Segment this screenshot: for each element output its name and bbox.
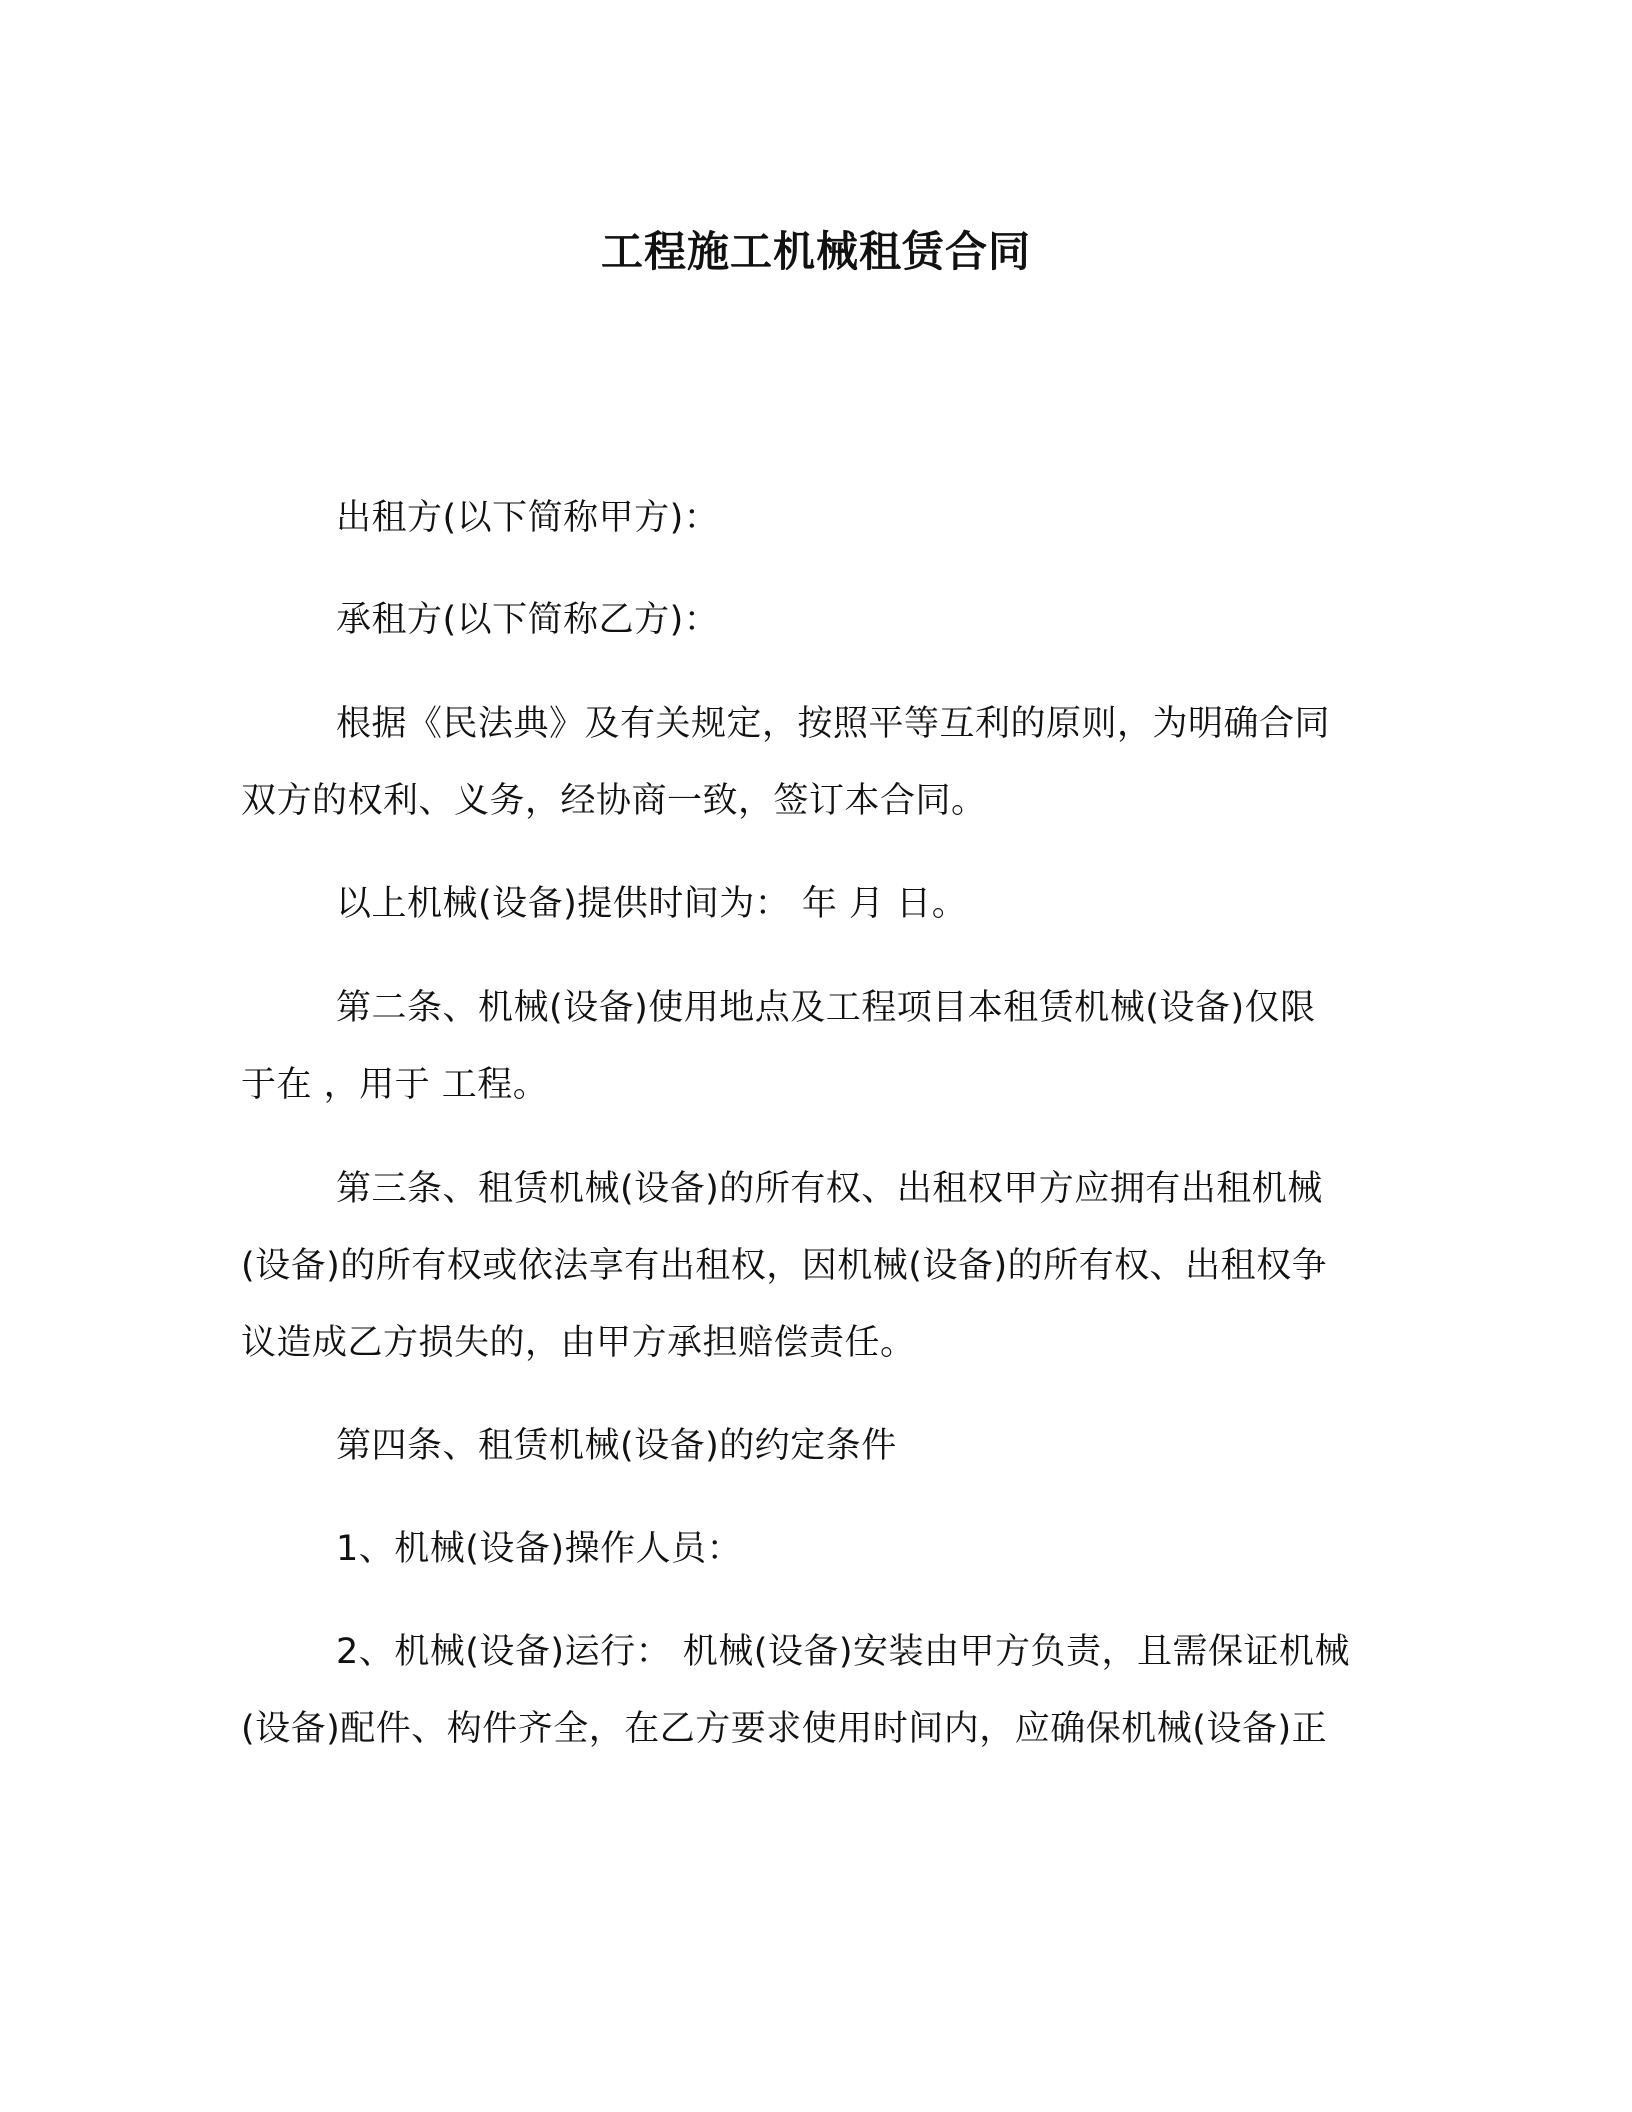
paragraph-article-4 xyxy=(241,1408,1391,1485)
paragraph-line: 第四条、租赁机械(设备)的约定条件 xyxy=(336,1426,897,1466)
paragraph-line: (设备)的所有权或依法享有出租权，因机械(设备)的所有权、出租权争 xyxy=(241,1246,1328,1286)
paragraph-line: 承租方(以下简称乙方)： xyxy=(336,600,720,640)
paragraph-line: (设备)配件、构件齐全，在乙方要求使用时间内，应确保机械(设备)正 xyxy=(241,1709,1328,1749)
document-title: 工程施工机械租赁合同 xyxy=(600,227,1031,276)
paragraph-line: 以上机械(设备)提供时间为： 年 月 日。 xyxy=(336,884,968,924)
paragraph-preamble xyxy=(241,686,1391,840)
paragraph-item-1 xyxy=(241,1511,1391,1588)
paragraph-line: 2、机械(设备)运行： 机械(设备)安装由甲方负责，且需保证机械 xyxy=(336,1632,1351,1672)
paragraph-lessor xyxy=(241,480,1391,557)
paragraph-lessee xyxy=(241,582,1391,659)
paragraph-article-3 xyxy=(241,1151,1391,1382)
paragraph-line: 根据《民法典》及有关规定，按照平等互利的原则，为明确合同 xyxy=(336,704,1331,744)
paragraph-line: 第三条、租赁机械(设备)的所有权、出租权甲方应拥有出租机械 xyxy=(336,1169,1323,1209)
paragraph-line: 1、机械(设备)操作人员： xyxy=(336,1529,743,1569)
paragraph-line: 议造成乙方损失的，由甲方承担赔偿责任。 xyxy=(241,1323,916,1363)
paragraph-supply-time xyxy=(241,866,1391,943)
paragraph-article-2 xyxy=(241,970,1391,1124)
paragraph-line: 出租方(以下简称甲方)： xyxy=(336,498,720,538)
paragraph-line: 第二条、机械(设备)使用地点及工程项目本租赁机械(设备)仅限 xyxy=(336,988,1316,1028)
paragraph-line: 双方的权利、义务，经协商一致，签订本合同。 xyxy=(241,781,987,821)
paragraph-line: 于在 ，用于 工程。 xyxy=(241,1065,549,1105)
paragraph-item-2 xyxy=(241,1614,1391,1768)
